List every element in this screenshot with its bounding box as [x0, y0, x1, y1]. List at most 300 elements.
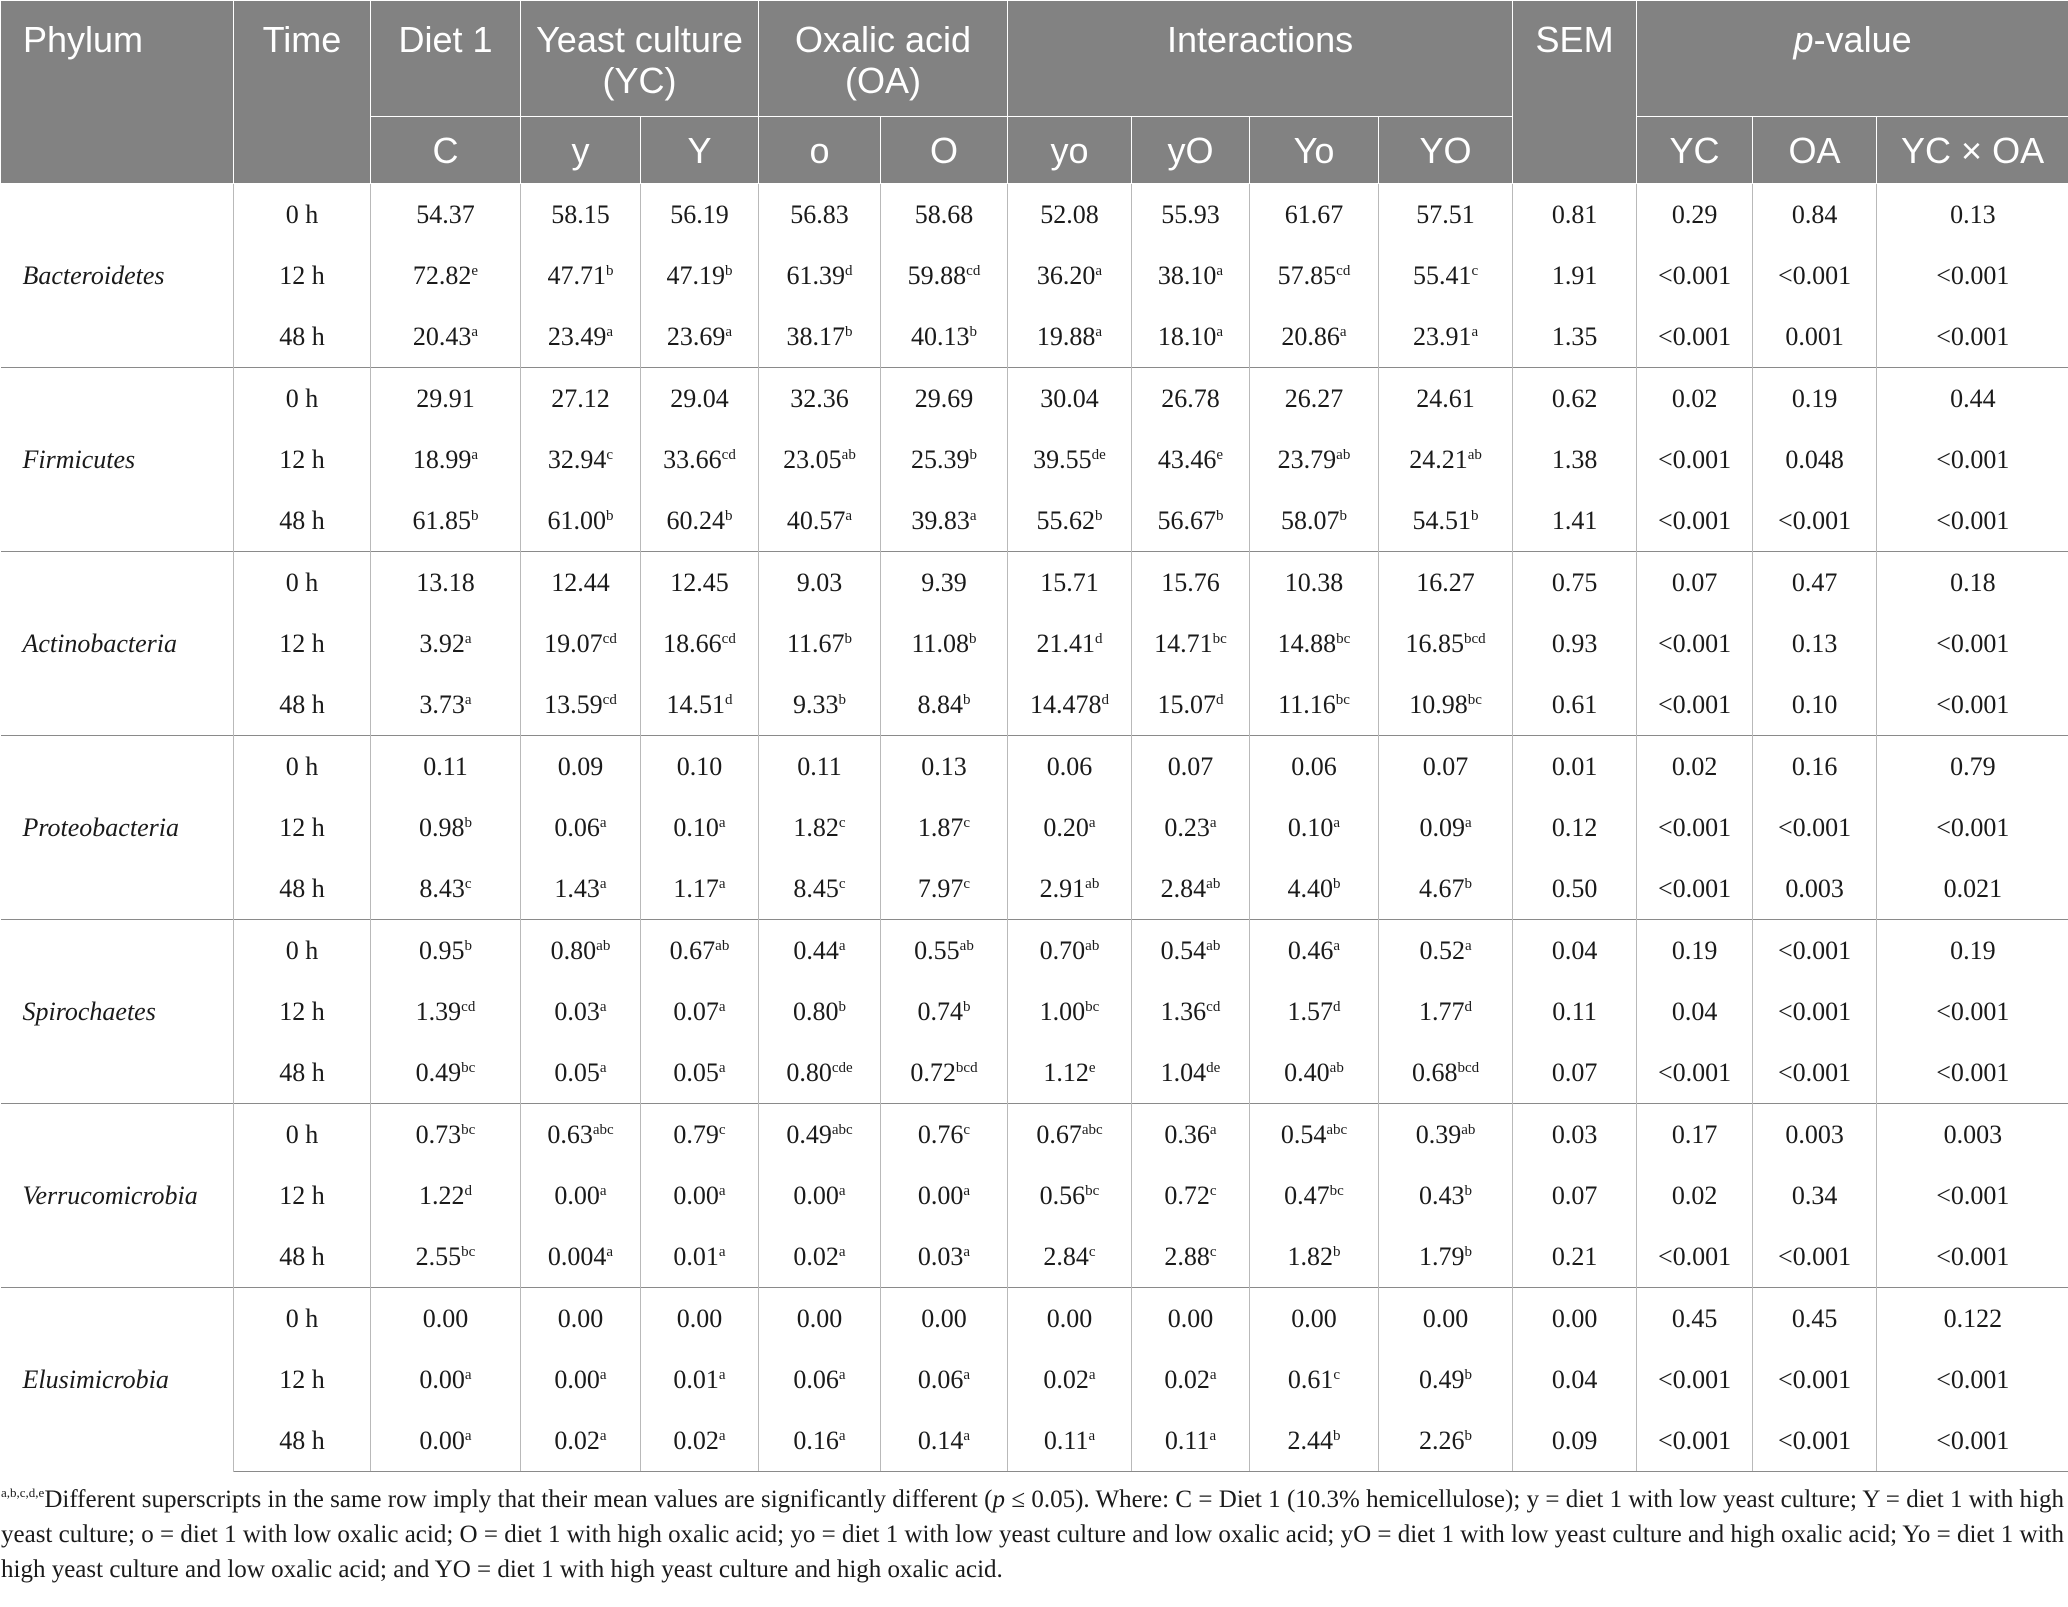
value-cell: [371, 613, 521, 674]
value-cell: [371, 306, 521, 368]
time-cell: 48 h: [234, 306, 371, 368]
value-cell: [1379, 1410, 1513, 1472]
value-cell: [1379, 613, 1513, 674]
value-cell: [881, 490, 1008, 552]
value-cell: [759, 674, 881, 736]
footnote-superscripts: a,b,c,d,e: [1, 1485, 45, 1500]
significance-superscript: c: [963, 1121, 971, 1138]
significance-superscript: ab: [841, 446, 856, 463]
p-value-cell: <0.001: [1637, 1349, 1753, 1410]
value-cell: [1008, 1226, 1132, 1288]
cell-value: 0.16: [793, 1425, 839, 1455]
time-cell: 48 h: [234, 858, 371, 920]
cell-value: 40.13: [911, 321, 970, 351]
value-cell: [759, 1104, 881, 1166]
significance-superscript: a: [606, 1243, 614, 1260]
significance-superscript: a: [718, 875, 726, 892]
cell-value: 1.57: [1287, 996, 1334, 1026]
cell-value: 47.71: [547, 260, 606, 290]
value-cell: [1008, 1042, 1132, 1104]
value-cell: [1132, 674, 1250, 736]
sem-cell: 0.03: [1513, 1104, 1637, 1166]
value-cell: [521, 245, 641, 306]
significance-superscript: ab: [596, 937, 611, 954]
value-cell: [1250, 613, 1379, 674]
significance-superscript: de: [1206, 1059, 1221, 1076]
significance-superscript: bcd: [955, 1059, 978, 1076]
cell-value: 0.80: [793, 996, 839, 1026]
p-value-cell: 0.17: [1637, 1104, 1753, 1166]
value-cell: [1008, 245, 1132, 306]
time-cell: 12 h: [234, 797, 371, 858]
value-cell: [641, 613, 759, 674]
time-cell: 48 h: [234, 674, 371, 736]
value-cell: [881, 613, 1008, 674]
cell-value: 0.47: [1284, 1180, 1330, 1210]
value-cell: [1132, 429, 1250, 490]
significance-superscript: ab: [1467, 446, 1482, 463]
significance-superscript: a: [1209, 1427, 1217, 1444]
value-cell: [759, 368, 881, 430]
cell-value: 13.59: [544, 689, 603, 719]
value-cell: [881, 1349, 1008, 1410]
cell-value: 0.54: [1160, 935, 1207, 965]
value-cell: [1008, 490, 1132, 552]
value-cell: [371, 429, 521, 490]
value-cell: [1132, 797, 1250, 858]
significance-superscript: cd: [602, 630, 617, 647]
value-cell: [1379, 858, 1513, 920]
value-cell: [641, 1042, 759, 1104]
cell-value: 0.74: [917, 996, 964, 1026]
value-cell: [641, 736, 759, 798]
time-cell: 0 h: [234, 920, 371, 982]
value-cell: [881, 1165, 1008, 1226]
significance-superscript: ab: [1085, 937, 1100, 954]
value-cell: [1008, 368, 1132, 430]
p-value-cell: 0.001: [1753, 306, 1877, 368]
table-row: [1, 797, 2068, 858]
value-cell: [881, 1226, 1008, 1288]
value-cell: [371, 920, 521, 982]
significance-superscript: ab: [1206, 937, 1221, 954]
value-cell: [1250, 552, 1379, 614]
cell-value: 0.72: [1164, 1180, 1210, 1210]
cell-value: 2.84: [1043, 1241, 1089, 1271]
cell-value: 56.83: [790, 199, 849, 229]
value-cell: [521, 981, 641, 1042]
cell-value: 0.00: [1291, 1303, 1337, 1333]
p-value-cell: 0.02: [1637, 736, 1753, 798]
significance-superscript: a: [1333, 937, 1341, 954]
significance-superscript: b: [969, 630, 977, 647]
significance-superscript: ab: [1085, 875, 1100, 892]
p-value-cell: <0.001: [1753, 1042, 1877, 1104]
cell-value: 14.478: [1030, 689, 1102, 719]
value-cell: [371, 797, 521, 858]
value-cell: [1250, 736, 1379, 798]
value-cell: [641, 981, 759, 1042]
header-yeast-culture: Yeast culture (YC): [521, 1, 759, 117]
significance-superscript: b: [471, 507, 479, 524]
cell-value: 58.07: [1281, 505, 1340, 535]
p-value-cell: <0.001: [1877, 981, 2068, 1042]
value-cell: [881, 858, 1008, 920]
time-cell: 0 h: [234, 368, 371, 430]
cell-value: 0.00: [557, 1303, 604, 1333]
value-cell: [371, 981, 521, 1042]
p-value-cell: 0.79: [1877, 736, 2068, 798]
p-value-cell: <0.001: [1877, 1410, 2068, 1472]
sem-cell: 0.62: [1513, 368, 1637, 430]
significance-superscript: a: [838, 1182, 846, 1199]
significance-superscript: a: [718, 1427, 726, 1444]
time-cell: 48 h: [234, 1042, 371, 1104]
cell-value: 0.00: [554, 1364, 600, 1394]
value-cell: [1008, 1288, 1132, 1350]
cell-value: 61.85: [412, 505, 471, 535]
value-cell: [1379, 429, 1513, 490]
p-value-cell: 0.47: [1753, 552, 1877, 614]
sem-cell: 0.04: [1513, 920, 1637, 982]
p-value-suffix: -value: [1813, 19, 1912, 60]
significance-superscript: b: [725, 262, 733, 279]
significance-superscript: ab: [1336, 446, 1351, 463]
cell-value: 0.11: [1164, 1425, 1210, 1455]
table-row: [1, 245, 2068, 306]
phylum-cell: Actinobacteria: [1, 552, 234, 736]
value-cell: [641, 245, 759, 306]
value-cell: [371, 552, 521, 614]
cell-value: 29.04: [670, 383, 729, 413]
cell-value: 0.07: [1167, 751, 1214, 781]
significance-superscript: b: [1216, 507, 1224, 524]
value-cell: [521, 797, 641, 858]
cell-value: 1.77: [1419, 996, 1465, 1026]
significance-superscript: cd: [721, 446, 736, 463]
cell-value: 29.91: [416, 383, 475, 413]
value-cell: [1250, 1042, 1379, 1104]
significance-superscript: b: [1464, 1243, 1473, 1260]
significance-superscript: b: [1464, 1427, 1473, 1444]
significance-superscript: a: [718, 1182, 726, 1199]
p-value-cell: <0.001: [1637, 1226, 1753, 1288]
cell-value: 19.88: [1036, 321, 1096, 351]
cell-value: 15.71: [1040, 567, 1099, 597]
cell-value: 12.44: [551, 567, 610, 597]
cell-value: 55.93: [1161, 199, 1220, 229]
cell-value: 7.97: [917, 873, 964, 903]
cell-value: 61.67: [1284, 199, 1344, 229]
header-diet1: Diet 1: [371, 1, 521, 117]
p-value-cell: <0.001: [1877, 245, 2068, 306]
significance-superscript: bcd: [1457, 1059, 1480, 1076]
sem-cell: 0.61: [1513, 674, 1637, 736]
time-cell: 0 h: [234, 1104, 371, 1166]
value-cell: [759, 1410, 881, 1472]
significance-superscript: bc: [461, 1121, 476, 1138]
significance-superscript: a: [718, 1243, 726, 1260]
value-cell: [521, 1165, 641, 1226]
value-cell: [521, 920, 641, 982]
subheader-p-interaction: YC × OA: [1877, 117, 2068, 184]
value-cell: [881, 736, 1008, 798]
table-row: [1, 736, 2068, 798]
p-value-cell: 0.45: [1637, 1288, 1753, 1350]
value-cell: [759, 736, 881, 798]
cell-value: 15.07: [1157, 689, 1217, 719]
cell-value: 0.20: [1043, 812, 1089, 842]
p-value-cell: 0.02: [1637, 1165, 1753, 1226]
p-value-cell: 0.45: [1753, 1288, 1877, 1350]
cell-value: 0.68: [1411, 1057, 1458, 1087]
value-cell: [521, 736, 641, 798]
value-cell: [1132, 1410, 1250, 1472]
cell-value: 0.11: [1043, 1425, 1089, 1455]
cell-value: 10.98: [1409, 689, 1468, 719]
significance-superscript: a: [606, 323, 614, 340]
value-cell: [1379, 1042, 1513, 1104]
cell-value: 0.05: [554, 1057, 600, 1087]
value-cell: [1250, 306, 1379, 368]
p-value-cell: 0.13: [1753, 613, 1877, 674]
cell-value: 0.07: [673, 996, 719, 1026]
header-oxalic-acid: Oxalic acid (OA): [759, 1, 1008, 117]
significance-superscript: a: [1095, 323, 1103, 340]
value-cell: [371, 736, 521, 798]
cell-value: 0.00: [422, 1303, 469, 1333]
value-cell: [1379, 306, 1513, 368]
cell-value: 0.49: [1419, 1364, 1465, 1394]
cell-value: 0.01: [673, 1364, 719, 1394]
p-value-cell: 0.19: [1637, 920, 1753, 982]
table-row: [1, 1104, 2068, 1166]
sem-cell: 0.09: [1513, 1410, 1637, 1472]
significance-superscript: ab: [959, 937, 974, 954]
sem-cell: 0.01: [1513, 736, 1637, 798]
significance-superscript: bc: [1336, 630, 1351, 647]
cell-value: 0.09: [1419, 812, 1465, 842]
time-cell: 0 h: [234, 184, 371, 246]
value-cell: [371, 674, 521, 736]
time-cell: 0 h: [234, 736, 371, 798]
cell-value: 15.76: [1161, 567, 1220, 597]
time-cell: 12 h: [234, 1349, 371, 1410]
p-value-cell: 0.02: [1637, 368, 1753, 430]
cell-value: 14.51: [666, 689, 725, 719]
significance-superscript: a: [1464, 937, 1472, 954]
subheader-y-low: y: [521, 117, 641, 184]
p-value-cell: <0.001: [1877, 1349, 2068, 1410]
value-cell: [1132, 306, 1250, 368]
value-cell: [881, 1042, 1008, 1104]
cell-value: 0.61: [1287, 1364, 1334, 1394]
cell-value: 11.67: [786, 628, 845, 658]
header-sem: SEM: [1513, 1, 1637, 184]
value-cell: [1132, 490, 1250, 552]
significance-superscript: a: [1088, 1427, 1096, 1444]
cell-value: 1.04: [1160, 1057, 1207, 1087]
significance-superscript: b: [725, 507, 733, 524]
value-cell: [641, 429, 759, 490]
table-row: [1, 1226, 2068, 1288]
value-cell: [521, 1104, 641, 1166]
p-value-cell: <0.001: [1877, 1226, 2068, 1288]
cell-value: 30.04: [1040, 383, 1099, 413]
cell-value: 58.15: [551, 199, 610, 229]
p-value-cell: <0.001: [1753, 920, 1877, 982]
value-cell: [881, 981, 1008, 1042]
p-value-cell: 0.021: [1877, 858, 2068, 920]
value-cell: [759, 1349, 881, 1410]
cell-value: 61.39: [786, 260, 846, 290]
significance-superscript: bc: [1085, 998, 1100, 1015]
significance-superscript: a: [969, 507, 977, 524]
value-cell: [521, 1226, 641, 1288]
significance-superscript: d: [1095, 630, 1103, 647]
value-cell: [1379, 184, 1513, 246]
value-cell: [759, 490, 881, 552]
p-value-cell: <0.001: [1753, 490, 1877, 552]
sem-cell: 1.35: [1513, 306, 1637, 368]
value-cell: [1132, 1042, 1250, 1104]
significance-superscript: cd: [1336, 262, 1351, 279]
cell-value: 32.94: [547, 444, 607, 474]
cell-value: 0.52: [1419, 935, 1465, 965]
cell-value: 2.84: [1160, 873, 1207, 903]
significance-superscript: b: [969, 446, 978, 463]
cell-value: 10.38: [1284, 567, 1344, 597]
cell-value: 18.66: [663, 628, 722, 658]
value-cell: [521, 1410, 641, 1472]
value-cell: [371, 858, 521, 920]
value-cell: [1379, 1288, 1513, 1350]
value-cell: [1132, 920, 1250, 982]
value-cell: [1008, 184, 1132, 246]
significance-superscript: b: [1464, 1366, 1473, 1383]
value-cell: [371, 1410, 521, 1472]
value-cell: [641, 306, 759, 368]
value-cell: [881, 245, 1008, 306]
significance-superscript: abc: [831, 1121, 853, 1138]
value-cell: [759, 184, 881, 246]
value-cell: [1250, 1226, 1379, 1288]
sem-cell: 0.11: [1513, 981, 1637, 1042]
cell-value: 0.09: [557, 751, 604, 781]
significance-superscript: b: [963, 691, 971, 708]
time-cell: 12 h: [234, 981, 371, 1042]
value-cell: [1132, 1226, 1250, 1288]
significance-superscript: a: [1216, 323, 1224, 340]
value-cell: [1250, 920, 1379, 982]
value-cell: [1379, 245, 1513, 306]
cell-value: 0.95: [419, 935, 465, 965]
value-cell: [881, 1104, 1008, 1166]
p-value-cell: <0.001: [1877, 490, 2068, 552]
value-cell: [1379, 981, 1513, 1042]
significance-superscript: a: [963, 1182, 971, 1199]
sem-cell: 0.75: [1513, 552, 1637, 614]
p-value-cell: <0.001: [1637, 245, 1753, 306]
cell-value: 59.88: [907, 260, 967, 290]
significance-superscript: abc: [1081, 1121, 1103, 1138]
p-value-cell: <0.001: [1753, 1226, 1877, 1288]
p-value-cell: <0.001: [1637, 429, 1753, 490]
table-row: [1, 613, 2068, 674]
cell-value: 61.00: [547, 505, 606, 535]
table-row: [1, 368, 2068, 430]
header-time: Time: [234, 1, 371, 184]
cell-value: 0.44: [793, 935, 839, 965]
value-cell: [1008, 736, 1132, 798]
subheader-yo: yo: [1008, 117, 1132, 184]
value-cell: [1132, 613, 1250, 674]
value-cell: [759, 1042, 881, 1104]
cell-value: 0.49: [786, 1119, 832, 1149]
value-cell: [641, 1226, 759, 1288]
significance-superscript: b: [464, 937, 472, 954]
table-row: [1, 490, 2068, 552]
significance-superscript: cd: [721, 630, 736, 647]
significance-superscript: b: [1333, 875, 1341, 892]
sem-cell: 0.04: [1513, 1349, 1637, 1410]
cell-value: 0.14: [917, 1425, 964, 1455]
time-cell: 12 h: [234, 429, 371, 490]
cell-value: 1.43: [554, 873, 600, 903]
cell-value: 0.00: [921, 1303, 967, 1333]
significance-superscript: bc: [461, 1059, 476, 1076]
significance-superscript: a: [1209, 814, 1217, 831]
cell-value: 0.10: [676, 751, 723, 781]
value-cell: [641, 1349, 759, 1410]
value-cell: [759, 858, 881, 920]
cell-value: 0.00: [554, 1180, 600, 1210]
subheader-Yo: Yo: [1250, 117, 1379, 184]
cell-value: 0.00: [917, 1180, 964, 1210]
significance-superscript: ab: [715, 937, 730, 954]
cell-value: 0.80: [786, 1057, 832, 1087]
p-value-cell: 0.003: [1753, 1104, 1877, 1166]
cell-value: 0.06: [554, 812, 600, 842]
subheader-o-high: O: [881, 117, 1008, 184]
value-cell: [1379, 490, 1513, 552]
cell-value: 0.76: [917, 1119, 964, 1149]
value-cell: [1132, 1349, 1250, 1410]
cell-value: 0.56: [1039, 1180, 1086, 1210]
footnote-p-symbol: p: [992, 1486, 1006, 1513]
cell-value: 38.17: [786, 321, 846, 351]
table-footnote: [0, 1472, 2068, 1587]
sem-cell: 1.41: [1513, 490, 1637, 552]
value-cell: [1250, 490, 1379, 552]
significance-superscript: b: [963, 998, 971, 1015]
significance-superscript: a: [1088, 814, 1096, 831]
value-cell: [881, 306, 1008, 368]
significance-superscript: c: [1088, 1243, 1096, 1260]
p-value-cell: 0.18: [1877, 552, 2068, 614]
significance-superscript: bc: [1329, 1182, 1344, 1199]
footnote-text-1: Different superscripts in the same row imply that their mean values are significantly different (: [44, 1486, 993, 1513]
p-value-cell: <0.001: [1877, 1165, 2068, 1226]
cell-value: 60.24: [666, 505, 725, 535]
value-cell: [1008, 306, 1132, 368]
cell-value: 0.67: [1036, 1119, 1082, 1149]
value-cell: [759, 981, 881, 1042]
p-value-cell: <0.001: [1637, 797, 1753, 858]
significance-superscript: c: [1209, 1182, 1217, 1199]
cell-value: 52.08: [1040, 199, 1099, 229]
value-cell: [371, 368, 521, 430]
